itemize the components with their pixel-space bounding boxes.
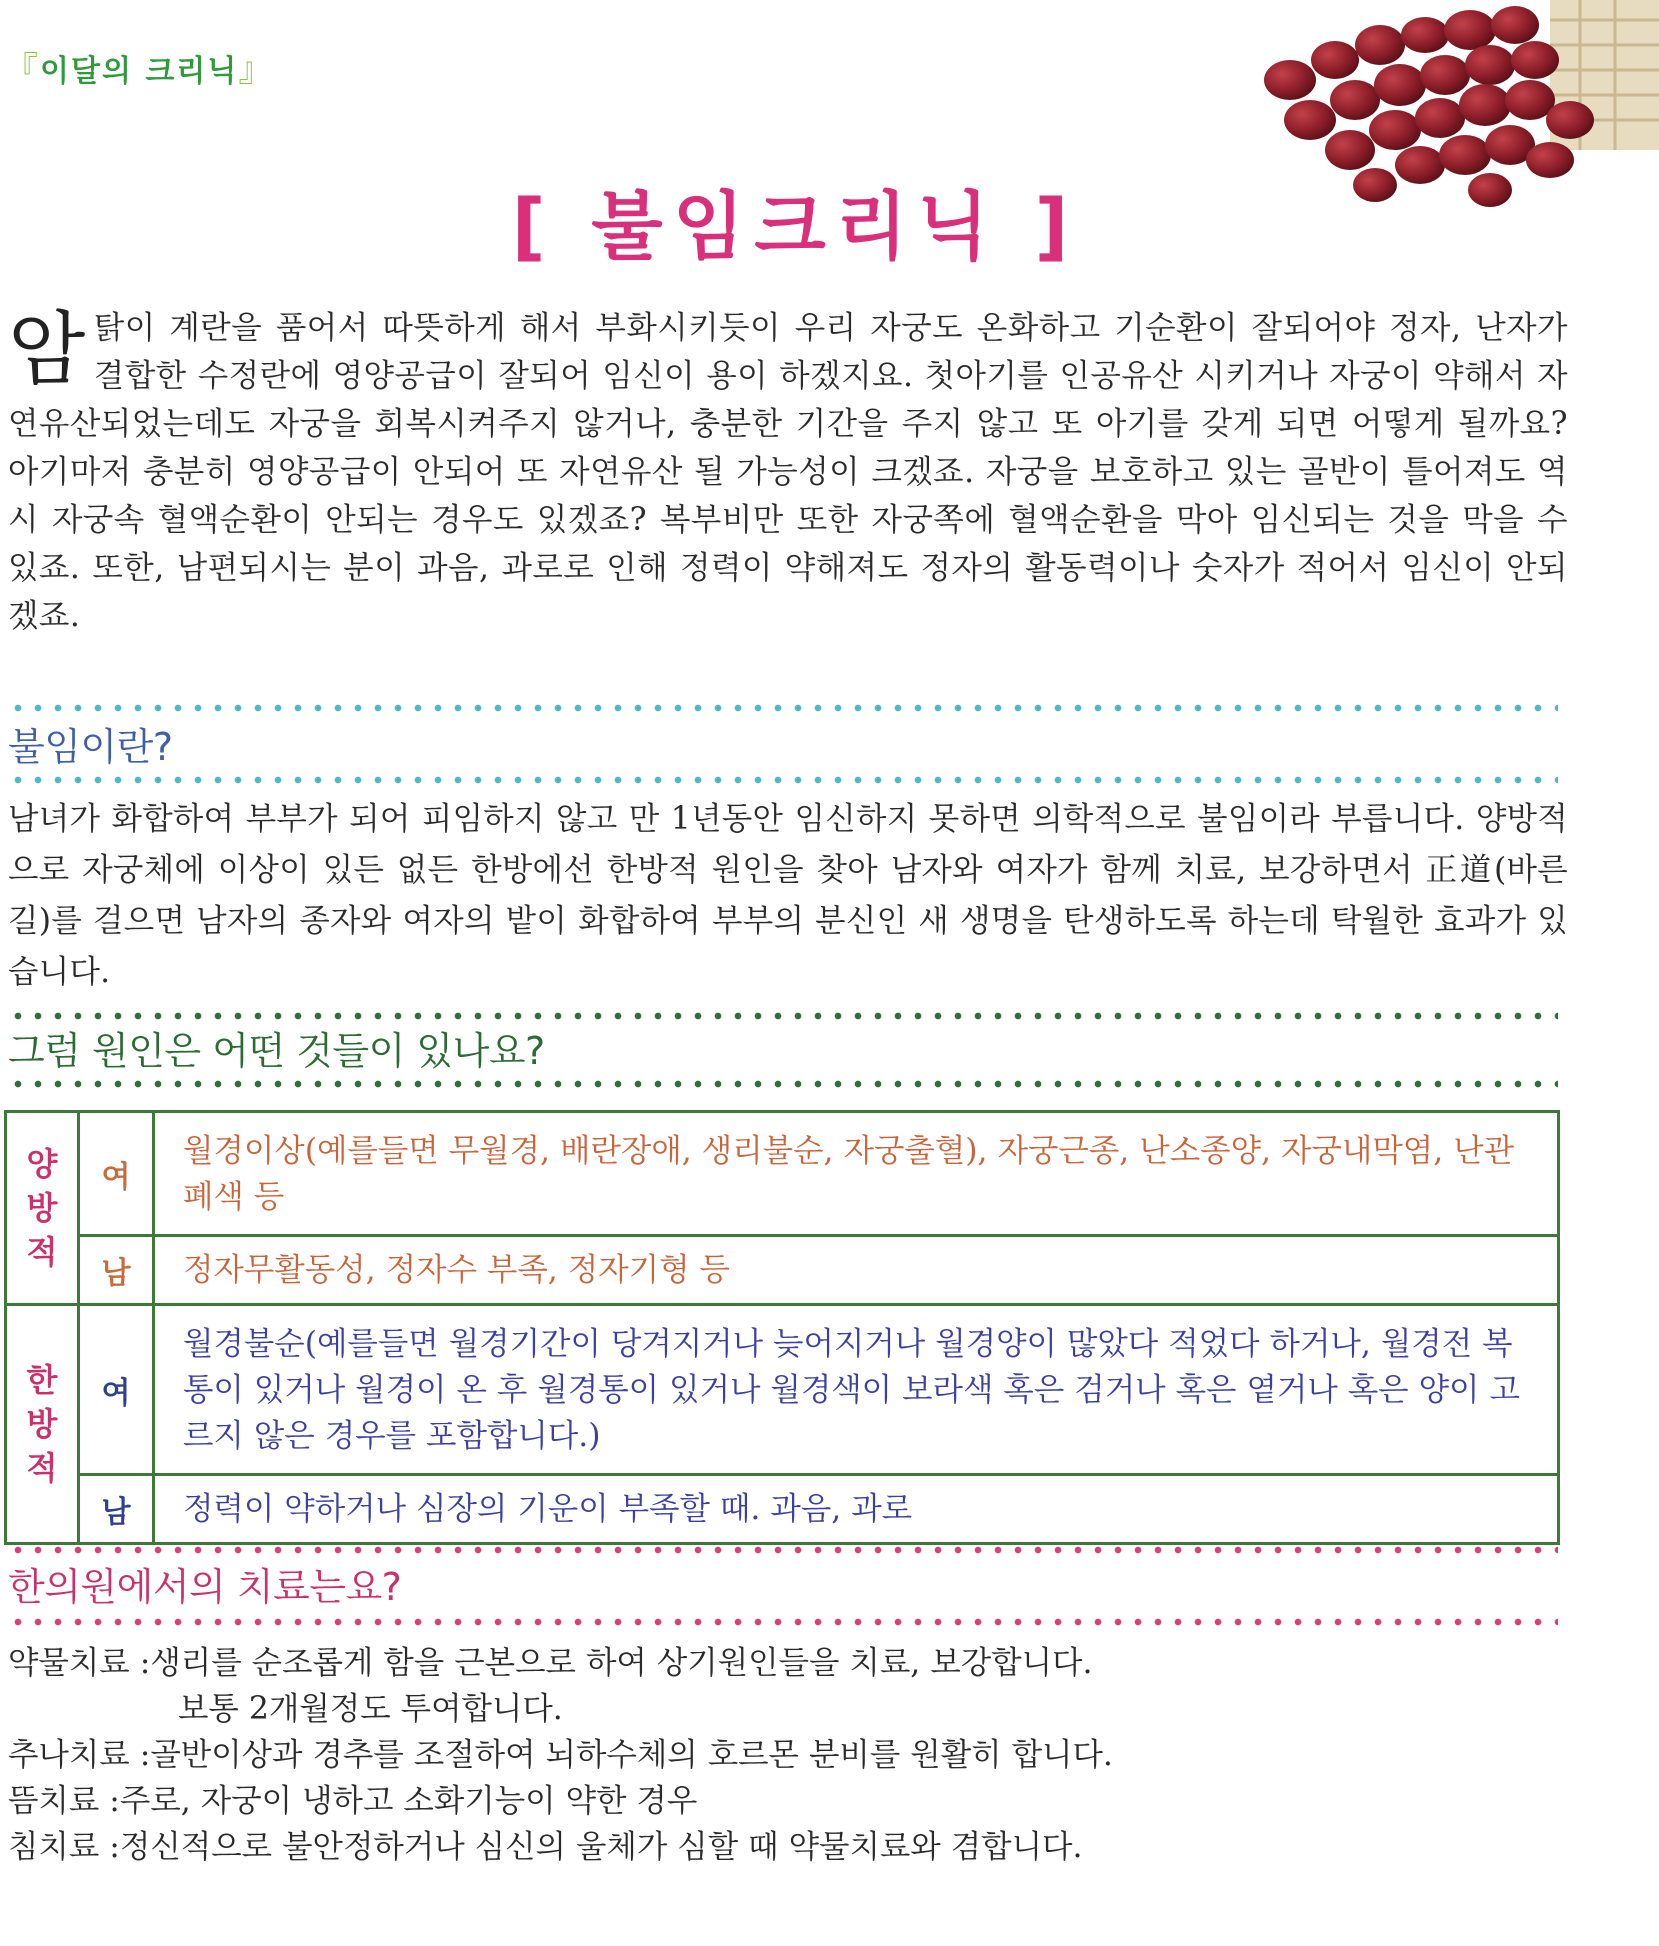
divider-dots bbox=[8, 1012, 1558, 1020]
table-row bbox=[6, 1112, 1559, 1236]
intro-paragraph bbox=[8, 304, 1568, 640]
sex-male: 남 bbox=[79, 1475, 154, 1544]
treatment-label: 약물치료 : bbox=[8, 1645, 151, 1681]
sex-female: 여 bbox=[79, 1305, 154, 1475]
treatment-text: 생리를 순조롭게 함을 근본으로 하여 상기원인들을 치료, 보강합니다. bbox=[150, 1645, 1093, 1681]
causes-table bbox=[4, 1110, 1560, 1545]
bracket-right-icon: 』 bbox=[238, 50, 275, 90]
page-title: [ 불임크리닉 ] bbox=[511, 184, 1079, 270]
cause-western-female: 월경이상(예를들면 무월경, 배란장애, 생리불순, 자궁출혈), 자궁근종, 난소종양, 자궁내막염, 난관폐색 등 bbox=[154, 1112, 1559, 1236]
bracket-left-icon: 『 bbox=[4, 50, 40, 90]
divider-dots bbox=[8, 1618, 1558, 1626]
divider-dots bbox=[8, 776, 1558, 784]
section-tag-label: 이달의 크리닉 bbox=[40, 54, 239, 89]
cause-oriental-male: 정력이 약하거나 심장의 기운이 부족할 때. 과음, 과로 bbox=[154, 1475, 1559, 1544]
treatment-label: 뜸치료 : bbox=[8, 1783, 120, 1819]
treatment-label: 추나치료 : bbox=[8, 1737, 151, 1773]
treatment-text: 정신적으로 불안정하거나 심신의 울체가 심할 때 약물치료와 겸합니다. bbox=[119, 1829, 1083, 1865]
category-western-label: 양 방 적 bbox=[26, 1145, 58, 1271]
list-item bbox=[8, 1640, 1568, 1686]
list-item bbox=[8, 1732, 1568, 1778]
dropcap: 암 bbox=[8, 303, 86, 396]
category-western bbox=[6, 1112, 79, 1305]
heading-what-is-infertility: 불임이란? bbox=[8, 725, 173, 769]
treatment-text: 골반이상과 경추를 조절하여 뇌하수체의 호르몬 분비를 원활히 합니다. bbox=[150, 1737, 1113, 1773]
cause-western-male: 정자무활동성, 정자수 부족, 정자기형 등 bbox=[154, 1236, 1559, 1305]
treatment-label: 침치료 : bbox=[8, 1829, 120, 1865]
section-tag bbox=[4, 42, 274, 91]
table-row bbox=[6, 1236, 1559, 1305]
category-oriental bbox=[6, 1305, 79, 1544]
treatment-continuation: 보통 2개월정도 투여합니다. bbox=[178, 1691, 563, 1727]
intro-text: 탉이 계란을 품어서 따뜻하게 해서 부화시키듯이 우리 자궁도 온화하고 기순환이 잘되어야 정자, 난자가 결합한 수정란에 영양공급이 잘되어 임신이 용이 하겠지요. 첫아기를 인공유산 시키거나 자궁이 약해서 자연유산되었는데도 자궁을 회복시켜주지 않거나, 충분한 기간을 주지 않고 또 아기를 갖게 되면 어떻게 될까요? 아기마저 충분히 영양공급이 안되어 또 자연유산 될 가능성이 크겠죠. 자궁을 보호하고 있는 골반이 틀어져도 역시 자궁속 혈액순환이 안되는 경우도 있겠죠? 복부비만 또한 자궁쪽에 혈액순환을 막아 임신되는 것을 막을 수 있죠. 또한, 남편되시는 분이 과음, 과로로 인해 정력이 약해져도 정자의 활동력이나 숫자가 적어서 임신이 안되겠죠. bbox=[8, 310, 1568, 634]
cause-oriental-female: 월경불순(예를들면 월경기간이 당겨지거나 늦어지거나 월경양이 많았다 적었다 하거나, 월경전 복통이 있거나 월경이 온 후 월경통이 있거나 월경색이 보라색 혹은 검거나 혹은 옅거나 혹은 양이 고르지 않은 경우를 포함합니다.) bbox=[154, 1305, 1559, 1475]
category-oriental-label: 한 방 적 bbox=[26, 1361, 58, 1487]
list-item bbox=[8, 1824, 1568, 1870]
definition-paragraph: 남녀가 화합하여 부부가 되어 피임하지 않고 만 1년동안 임신하지 못하면 의학적으로 불임이라 부릅니다. 양방적으로 자궁체에 이상이 있든 없든 한방에선 한방적 원인을 찾아 남자와 여자가 함께 치료, 보강하면서 正道(바른길)를 걸으면 남자의 종자와 여자의 밭이 화합하여 부부의 분신인 새 생명을 탄생하도록 하는데 탁월한 효과가 있습니다. bbox=[8, 801, 1568, 990]
sex-male: 남 bbox=[79, 1236, 154, 1305]
divider-dots bbox=[8, 1080, 1558, 1088]
table-row bbox=[6, 1475, 1559, 1544]
list-item bbox=[8, 1778, 1568, 1824]
sex-female: 여 bbox=[79, 1112, 154, 1236]
treatment-text: 주로, 자궁이 냉하고 소화기능이 약한 경우 bbox=[119, 1783, 698, 1819]
heading-causes: 그럼 원인은 어떤 것들이 있나요? bbox=[8, 1029, 545, 1073]
heading-treatment: 한의원에서의 치료는요? bbox=[8, 1565, 402, 1609]
divider-dots bbox=[8, 704, 1558, 712]
divider-dots bbox=[8, 1546, 1558, 1554]
table-row bbox=[6, 1305, 1559, 1475]
treatment-list bbox=[8, 1640, 1568, 1870]
